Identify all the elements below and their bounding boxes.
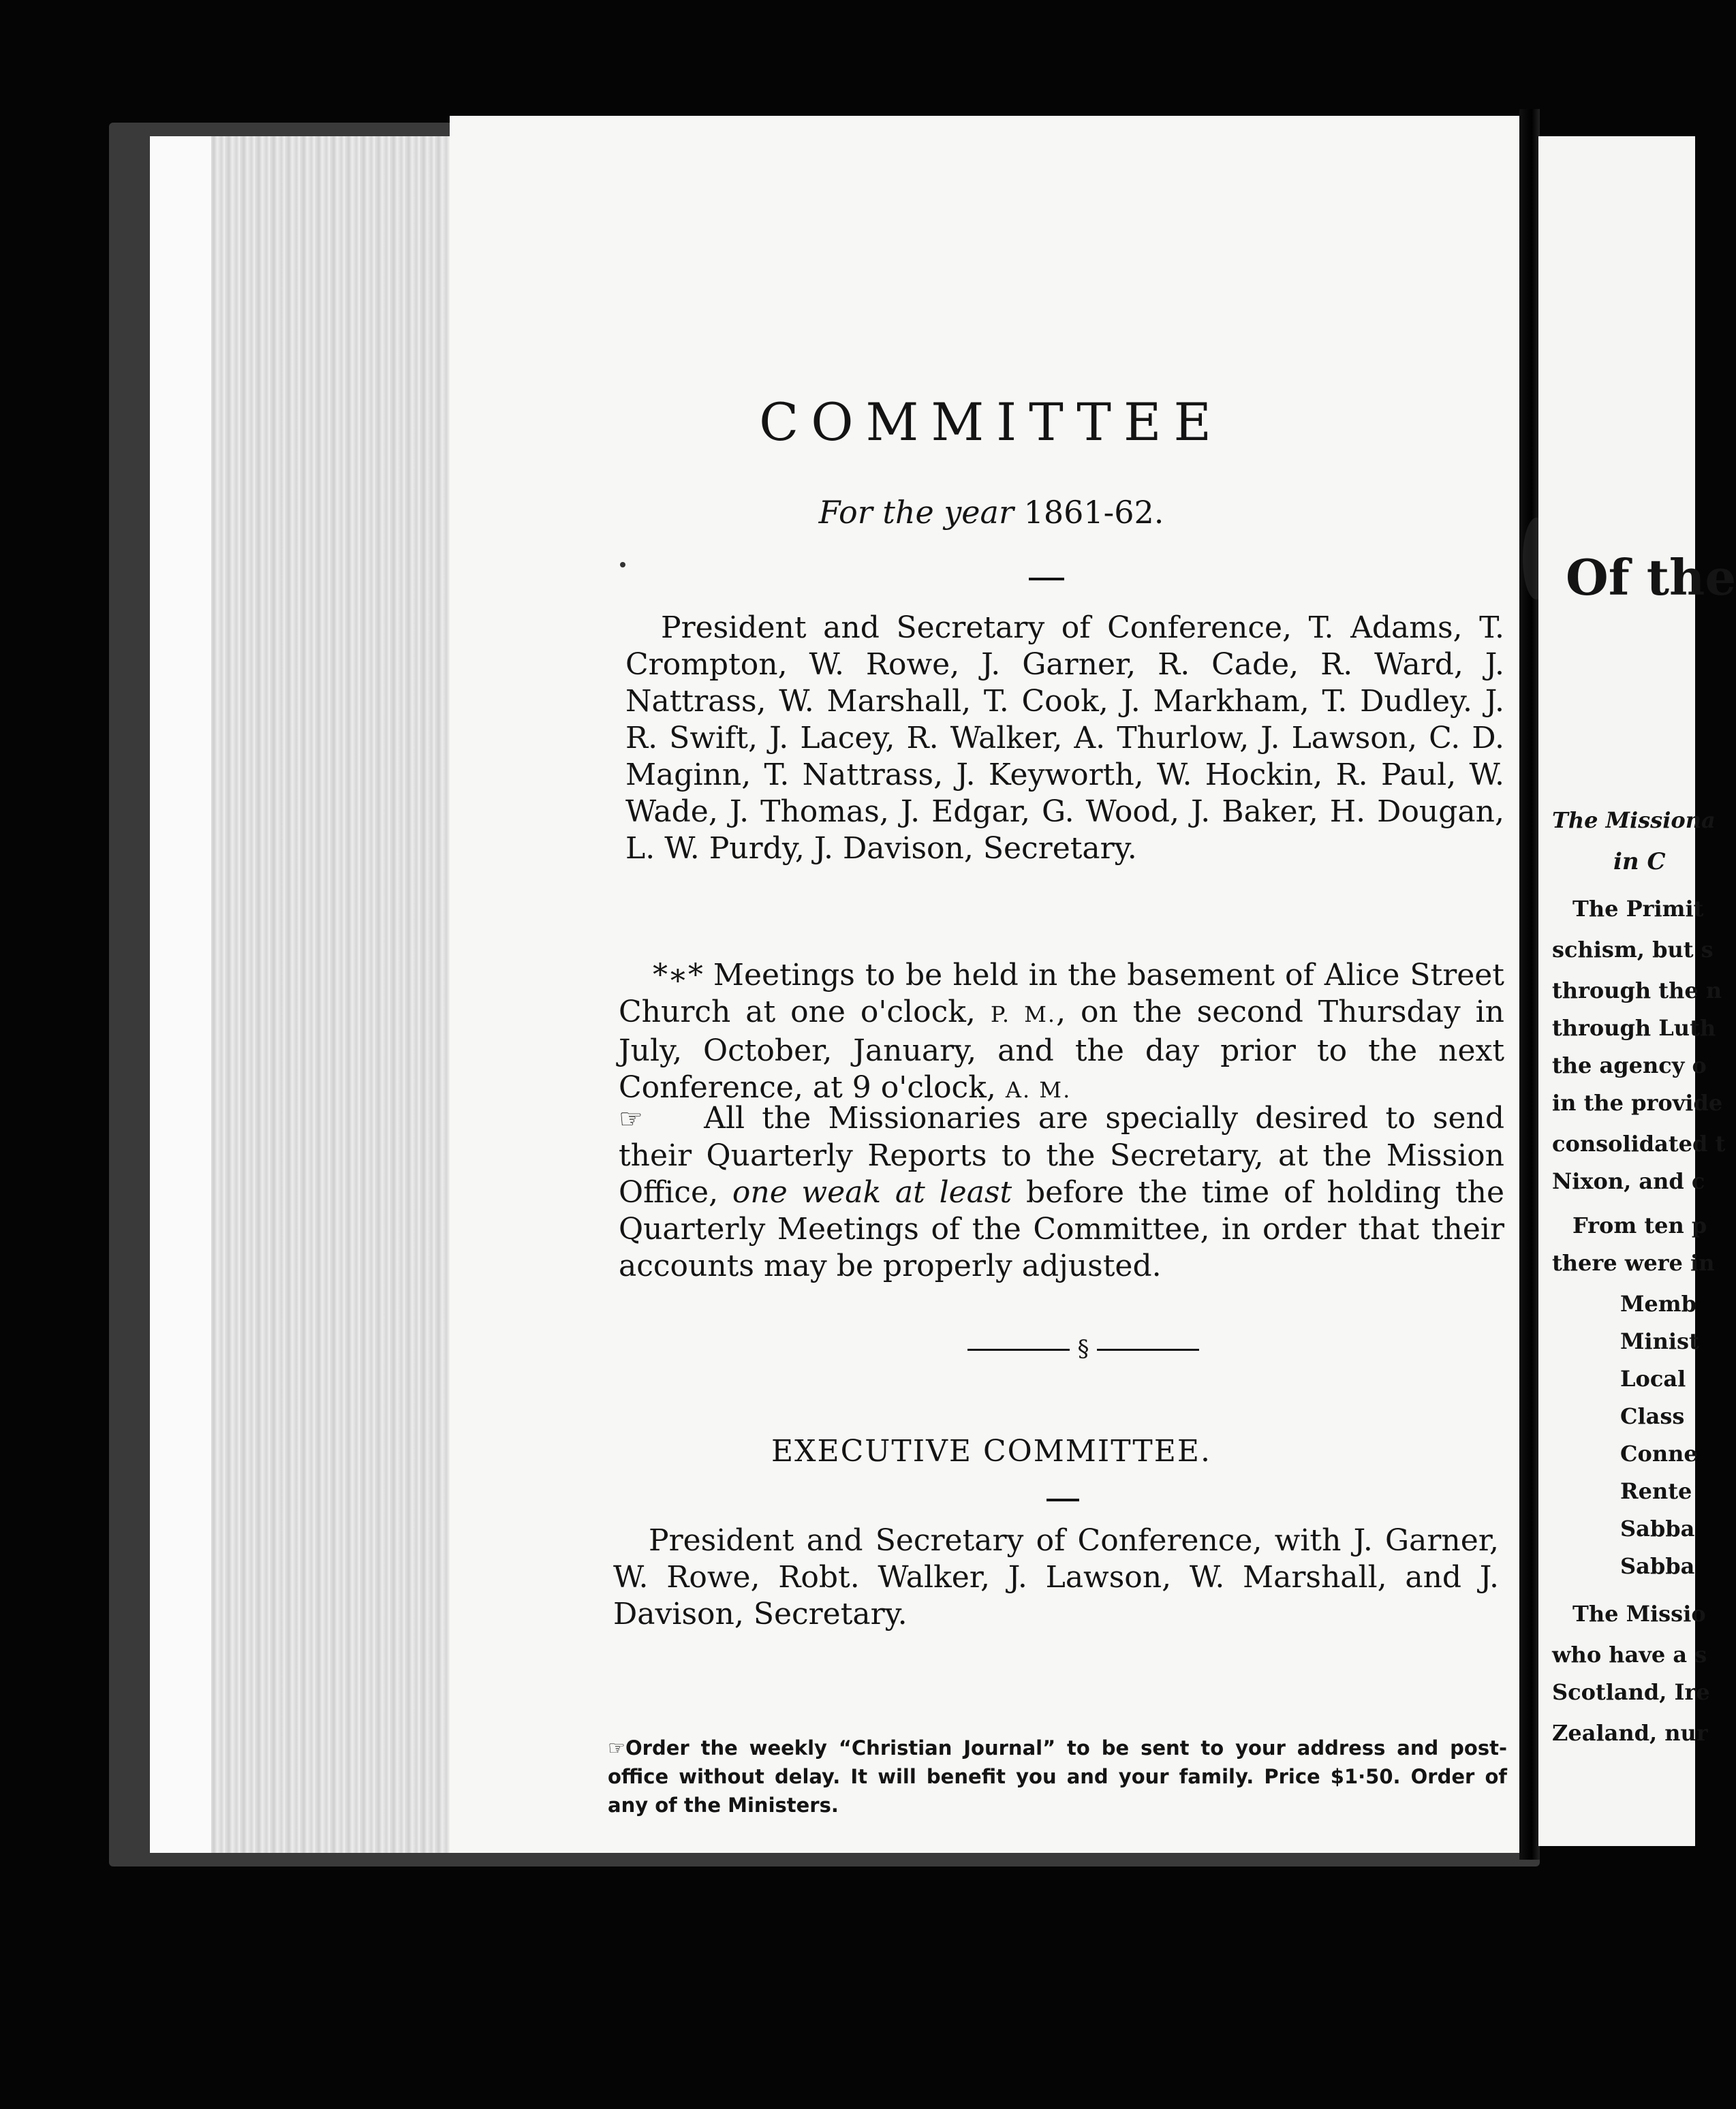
right-page-subhead: The Missiona: [1552, 807, 1716, 833]
right-page-line: in the provide: [1552, 1090, 1723, 1116]
meetings-pm: P. M.: [990, 1001, 1057, 1027]
right-page-heading: Of the: [1566, 548, 1736, 606]
right-page-line: The Missio: [1572, 1601, 1706, 1627]
meetings-paragraph: [619, 957, 1504, 1108]
stray-dot: [620, 562, 625, 567]
pointing-hand-icon: ☞: [619, 1104, 643, 1135]
right-page: [1538, 136, 1736, 1846]
right-page-line: who have a s: [1552, 1642, 1707, 1668]
meetings-text-a: Meetings to be held in the basement of Alice Street Church at one o'clock,: [619, 958, 1504, 1029]
asterism-marker: *∗*: [653, 958, 703, 993]
book-gutter: [1519, 109, 1540, 1860]
section-divider: [961, 1335, 1206, 1362]
right-page-line: consolidated t: [1552, 1131, 1726, 1157]
right-page-line: through the n: [1552, 978, 1722, 1003]
right-page-line: Rente: [1620, 1478, 1692, 1504]
subtitle-year: 1861-62.: [1023, 494, 1164, 531]
reports-paragraph: [619, 1100, 1504, 1285]
right-page-line: Scotland, Ire: [1552, 1679, 1710, 1705]
section-rule-left: [967, 1349, 1070, 1351]
right-page-line: Conne: [1620, 1441, 1698, 1467]
right-page-line: Nixon, and c: [1552, 1168, 1705, 1194]
footnote-hand-icon: ☞: [608, 1736, 625, 1760]
page-title: COMMITTEE: [759, 392, 1224, 452]
meetings-am: A. M.: [1005, 1077, 1072, 1103]
right-page-line: through Luth: [1552, 1015, 1716, 1041]
section-sign: §: [1077, 1335, 1089, 1362]
right-page-line: schism, but s: [1552, 937, 1714, 963]
right-page-line: From ten p: [1572, 1213, 1707, 1238]
right-page-line: The Primit: [1572, 896, 1704, 922]
executive-members-paragraph: President and Secretary of Conference, with J. Garner, W. Rowe, Robt. Walker, J. Lawson, W. Marshall, and J. Davison, Secretary.: [613, 1523, 1499, 1631]
right-page-line: in C: [1613, 848, 1666, 875]
right-page-line: Memb: [1620, 1291, 1697, 1317]
footnote-text: Order the weekly “Christian Journal” to be sent to your address and post-office without delay. It will benefit you and your family. Price $1·50. Order of any of the Ministers.: [608, 1736, 1507, 1817]
right-page-line: there were in: [1552, 1250, 1715, 1276]
executive-committee-heading: EXECUTIVE COMMITTEE.: [771, 1434, 1211, 1469]
page-subtitle: [450, 494, 1533, 531]
reports-text-a: All the Missionaries are specially desired to send their Quarterly Reports to the Secretary, at the Mission Office,: [619, 1101, 1504, 1210]
subtitle-prefix: For the year: [818, 494, 1014, 531]
title-divider: [1029, 578, 1064, 580]
right-page-line: Class: [1620, 1403, 1685, 1429]
meetings-text-b: , on the second Thursday in July, October, January, and the day prior to the next Conference, at 9 o'clock,: [619, 995, 1505, 1105]
right-page-line: Local: [1620, 1366, 1686, 1392]
right-page-line: Sabba: [1620, 1553, 1695, 1579]
section-rule-right: [1097, 1349, 1199, 1351]
right-page-line: Zealand, nur: [1552, 1720, 1708, 1746]
right-page-line: Minist: [1620, 1328, 1699, 1354]
right-page-line: Sabba: [1620, 1516, 1695, 1542]
right-page-line: the agency o: [1552, 1052, 1707, 1078]
journal-advertisement: [608, 1734, 1507, 1819]
reports-italic: one weak at least: [732, 1175, 1012, 1210]
committee-members-paragraph: President and Secretary of Conference, T. Adams, T. Crompton, W. Rowe, J. Garner, R. Cade, R. Ward, J. Nattrass, W. Marshall, T. Cook, J. Markham, T. Dudley. J. R. Swift, J. Lacey, R. Walker, A. Thurlow, J. Lawson, C. D. Maginn, T. Nattrass, J. Keyworth, W. Hockin, R. Paul, W. Wade, J. Thomas, J. Edgar, G. Wood, J. Baker, H. Dougan, L. W. Purdy, J. Davison, Secretary.: [625, 610, 1504, 866]
reports-text-b: before the time of holding the Quarterly Meetings of the Committee, in order that their accounts may be properly adjusted.: [619, 1175, 1504, 1283]
page-edges: [150, 136, 477, 1853]
executive-divider: [1047, 1499, 1079, 1501]
